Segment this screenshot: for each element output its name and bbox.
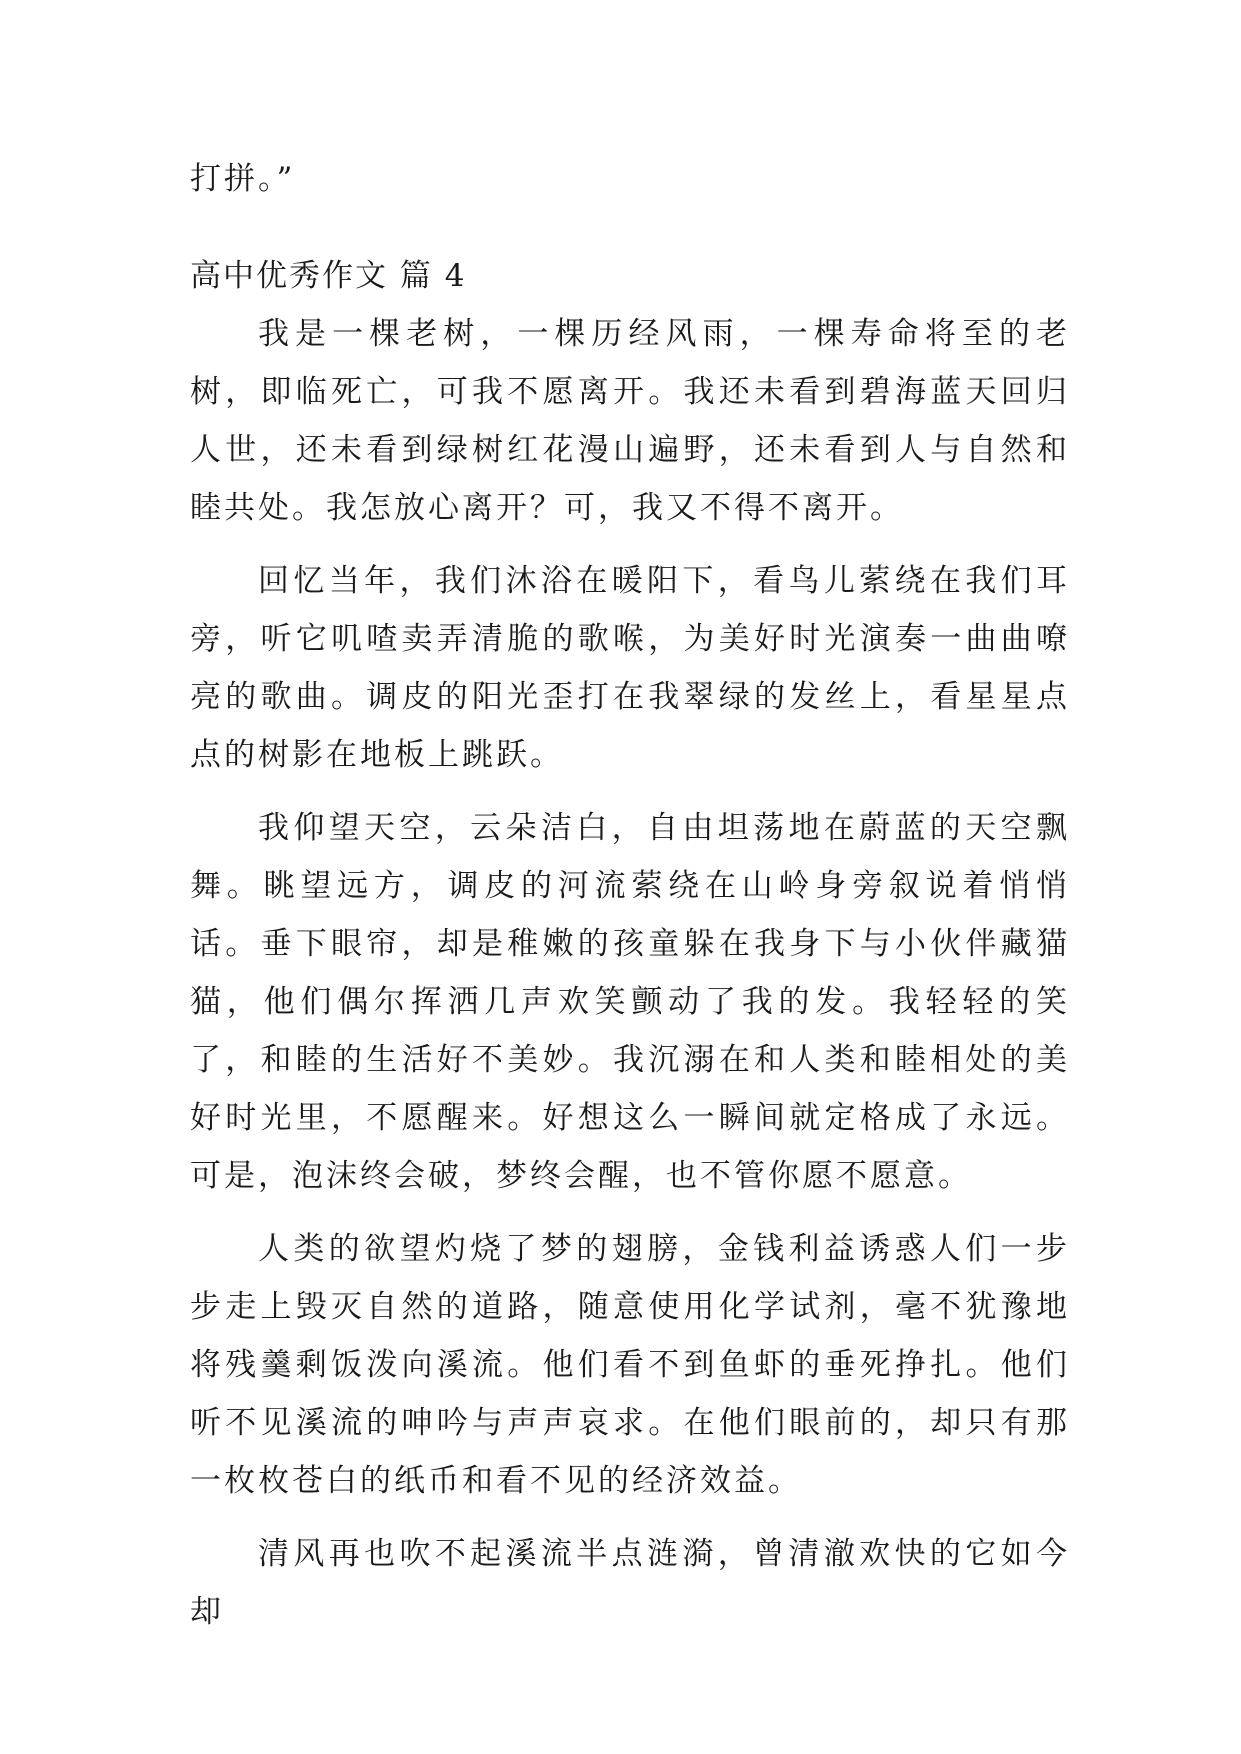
document-body [190,150,1070,1656]
paragraph-1: 我是一棵老树，一棵历经风雨，一棵寿命将至的老树，即临死亡，可我不愿离开。我还未看到碧海蓝天回归人世，还未看到绿树红花漫山遍野，还未看到人与自然和睦共处。我怎放心离开？可，我又不得不离开。 [190,316,1070,526]
section-title: 高中优秀作文 篇 4 [190,258,467,294]
paragraph-5: 清风再也吹不起溪流半点涟漪，曾清澈欢快的它如今却 [190,1536,1070,1630]
previous-essay-ending: 打拼。” [190,161,296,197]
paragraph-2: 回忆当年，我们沐浴在暖阳下，看鸟儿萦绕在我们耳旁，听它叽喳卖弄清脆的歌喉，为美好时光演奏一曲曲嘹亮的歌曲。调皮的阳光歪打在我翠绿的发丝上，看星星点点的树影在地板上跳跃。 [190,563,1070,773]
paragraph-4: 人类的欲望灼烧了梦的翅膀，金钱利益诱惑人们一步步走上毁灭自然的道路，随意使用化学试剂，毫不犹豫地将残羹剩饭泼向溪流。他们看不到鱼虾的垂死挣扎。他们听不见溪流的呻吟与声声哀求。在他们眼前的，却只有那一枚枚苍白的纸币和看不见的经济效益。 [190,1231,1070,1499]
paragraph-3: 我仰望天空，云朵洁白，自由坦荡地在蔚蓝的天空飘舞。眺望远方，调皮的河流萦绕在山岭身旁叙说着悄悄话。垂下眼帘，却是稚嫩的孩童躲在我身下与小伙伴藏猫猫，他们偶尔挥洒几声欢笑颤动了我的发。我轻轻的笑了，和睦的生活好不美妙。我沉溺在和人类和睦相处的美好时光里，不愿醒来。好想这么一瞬间就定格成了永远。可是，泡沫终会破，梦终会醒，也不管你愿不愿意。 [190,810,1070,1194]
